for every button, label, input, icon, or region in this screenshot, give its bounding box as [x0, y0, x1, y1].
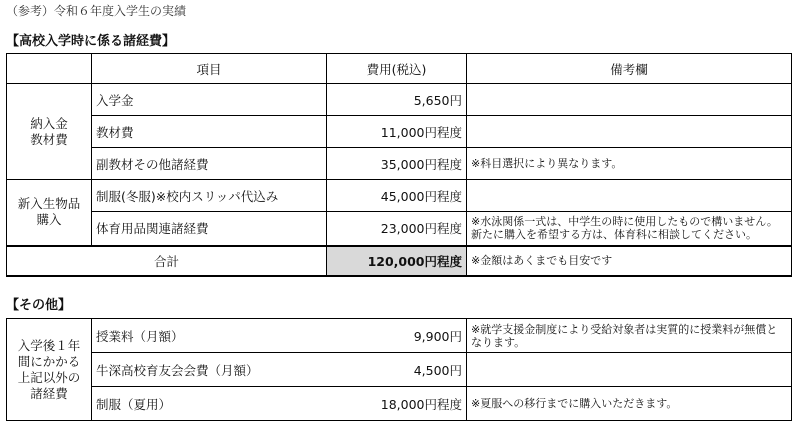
- note-cell: [467, 180, 792, 212]
- item-cost-cell: [92, 353, 467, 387]
- table-row: [7, 212, 792, 246]
- item-label: 制服（夏用）: [96, 396, 172, 412]
- cost-label: 4,500円: [413, 362, 462, 378]
- cost-label: 18,000円程度: [380, 396, 462, 412]
- table-row: [7, 319, 792, 353]
- cost-cell: 11,000円程度: [327, 116, 467, 148]
- table-header-row: [7, 54, 792, 84]
- category-annual-other-costs: 入学後１年間にかかる上記以外の諸経費: [7, 319, 92, 421]
- note-cell: ※水泳関係一式は、中学生の時に使用したもので構いません。新たに購入を希望する方は、体育科に相談してください。: [467, 212, 792, 246]
- table-row: [7, 387, 792, 421]
- header-note: 備考欄: [467, 54, 792, 84]
- total-row: [7, 246, 792, 276]
- item-cell: 体育用品関連諸経費: [92, 212, 327, 246]
- note-cell: [467, 353, 792, 387]
- item-label: 牛深高校育友会会費（月額）: [96, 362, 259, 378]
- cost-cell: 5,650円: [327, 84, 467, 116]
- cost-cell: 35,000円程度: [327, 148, 467, 180]
- total-label: 合計: [7, 246, 327, 276]
- header-blank: [7, 54, 92, 84]
- table-row: [7, 180, 792, 212]
- category-fees-materials: [7, 84, 92, 180]
- header-item: 項目: [92, 54, 327, 84]
- table-row: [7, 84, 792, 116]
- total-cost: 120,000円程度: [327, 246, 467, 276]
- table-row: [7, 353, 792, 387]
- cost-label: 9,900円: [413, 328, 462, 344]
- total-note: ※金額はあくまでも目安です: [467, 246, 792, 276]
- note-cell: [467, 84, 792, 116]
- other-costs-table: [6, 318, 792, 421]
- category-label: 新入生物品 購入: [17, 196, 81, 228]
- page-caption: （参考）令和６年度入学生の実績: [6, 4, 187, 18]
- table-row: [7, 116, 792, 148]
- category-label: 納入金 教材費: [30, 115, 68, 147]
- note-cell: ※夏服への移行までに購入いただきます。: [467, 387, 792, 421]
- table-row: [7, 148, 792, 180]
- note-cell: [467, 116, 792, 148]
- cost-cell: 45,000円程度: [327, 180, 467, 212]
- section-title-entrance-costs: 【高校入学時に係る諸経費】: [6, 34, 176, 49]
- item-cost-cell: [92, 319, 467, 353]
- section-title-other: 【その他】: [6, 298, 72, 313]
- item-cell: 制服(冬服)※校内スリッパ代込み: [92, 180, 327, 212]
- entrance-costs-table: [6, 53, 792, 277]
- cost-cell: 23,000円程度: [327, 212, 467, 246]
- note-cell: ※科目選択により異なります。: [467, 148, 792, 180]
- header-cost: 費用(税込): [327, 54, 467, 84]
- item-cost-cell: [92, 387, 467, 421]
- item-label: 授業料（月額）: [96, 328, 184, 344]
- note-cell: ※就学支援金制度により受給対象者は実質的に授業料が無償となります。: [467, 319, 792, 353]
- category-new-student-items: [7, 180, 92, 246]
- item-cell: 入学金: [92, 84, 327, 116]
- item-cell: 副教材その他諸経費: [92, 148, 327, 180]
- item-cell: 教材費: [92, 116, 327, 148]
